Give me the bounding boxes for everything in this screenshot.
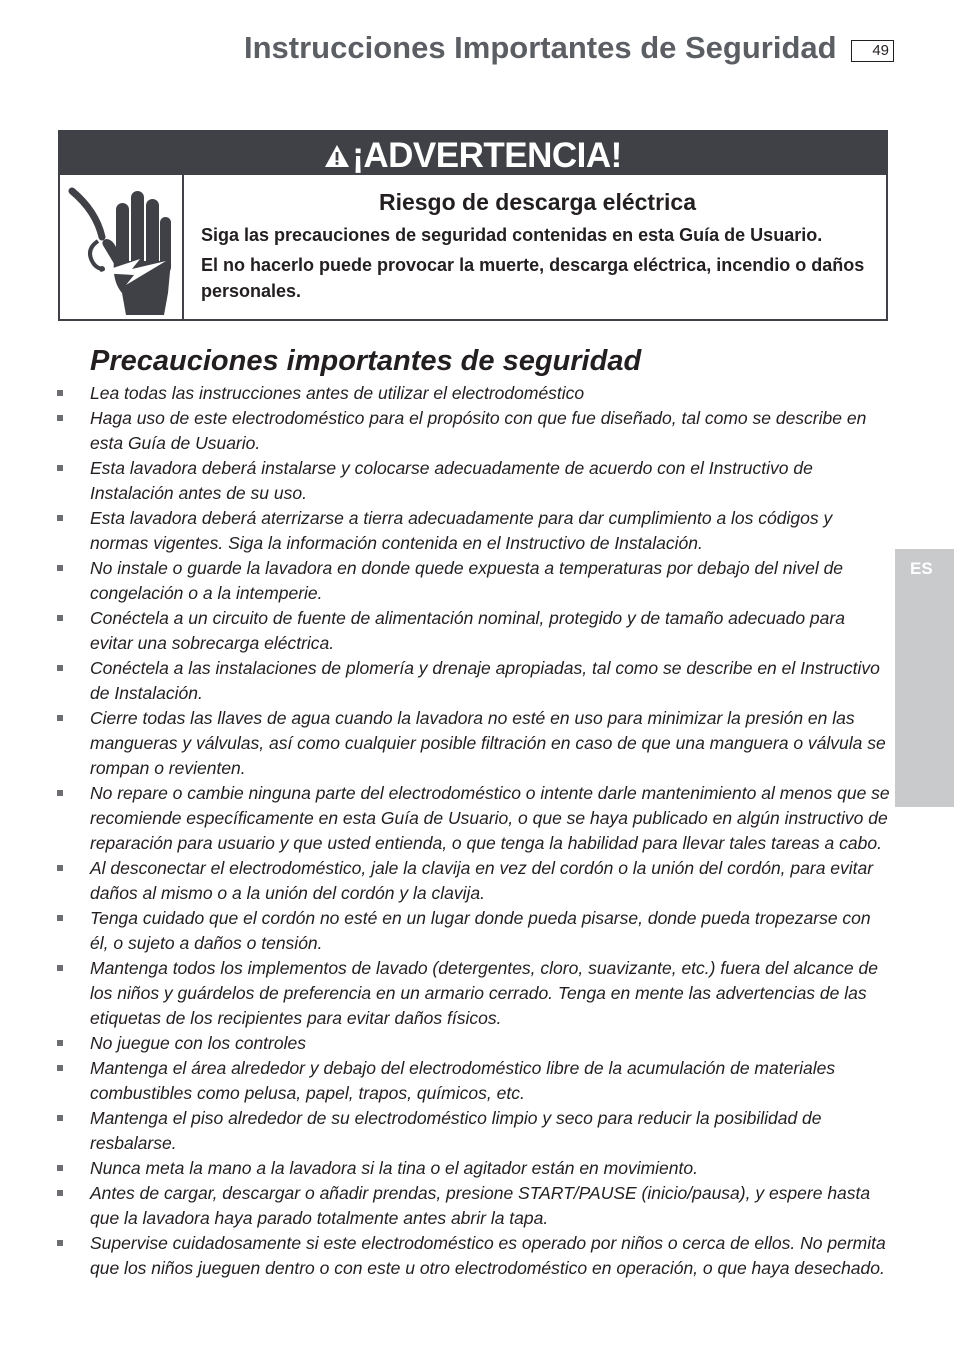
list-item (90, 606, 890, 656)
list-item (90, 1031, 890, 1056)
warning-icon-cell (60, 175, 184, 319)
list-item-text: Lea todas las instrucciones antes de utilizar el electrodoméstico (90, 383, 585, 403)
bullet-icon (57, 1040, 63, 1046)
bullet-icon (57, 1240, 63, 1246)
electric-shock-hand-icon (68, 181, 172, 317)
list-item (90, 1181, 890, 1231)
list-item (90, 381, 890, 406)
bullet-icon (57, 465, 63, 471)
bullet-icon (57, 965, 63, 971)
warning-header (60, 132, 886, 175)
bullet-icon (57, 665, 63, 671)
list-item (90, 1156, 890, 1181)
language-tab (895, 549, 954, 807)
warning-box (58, 130, 888, 321)
list-item (90, 906, 890, 956)
warning-heading: ¡ADVERTENCIA! (352, 135, 622, 175)
list-item-text: Mantenga el área alrededor y debajo del electrodoméstico libre de la acumulación de materiales combustibles como pelusa, papel, trapos, químicos, etc. (90, 1058, 836, 1103)
list-item (90, 856, 890, 906)
list-item (90, 1231, 890, 1281)
bullet-icon (57, 515, 63, 521)
bullet-icon (57, 390, 63, 396)
warning-line: Siga las precauciones de seguridad contenidas en esta Guía de Usuario. (201, 225, 823, 245)
section-title: Precauciones importantes de seguridad (90, 345, 642, 377)
bullet-icon (57, 1190, 63, 1196)
list-item (90, 406, 890, 456)
bullet-icon (57, 1115, 63, 1121)
list-item (90, 1056, 890, 1106)
page-number: 49 (851, 40, 894, 62)
warning-subheading: Riesgo de descarga eléctrica (378, 189, 697, 215)
list-item-text: No instale o guarde la lavadora en donde quede expuesta a temperaturas por debajo del nivel de congelación o a la intemperie. (90, 558, 844, 603)
list-item (90, 781, 890, 856)
page-title: Instrucciones Importantes de Seguridad (244, 30, 837, 65)
list-item-text: Al desconectar el electrodoméstico, jale la clavija en vez del cordón o la unión del cordón, para evitar daños al mismo o a la unión del cordón y la clavija. (90, 858, 874, 903)
list-item-text: Cierre todas las llaves de agua cuando la lavadora no esté en uso para minimizar la presión en las mangueras y válvulas, así como cualquier posible filtración en caso de que una manguera o válvula se rompan o revienten. (90, 708, 886, 778)
list-item (90, 556, 890, 606)
bullet-icon (57, 790, 63, 796)
precautions-list (90, 381, 890, 1281)
list-item-text: Supervise cuidadosamente si este electrodoméstico es operado por niños o cerca de ellos. No permita que los niños jueguen dentro o con este u otro electrodoméstico en operación, o que haya desechado. (90, 1233, 886, 1278)
warning-content (201, 175, 874, 304)
language-tab-label: ES (910, 559, 933, 578)
bullet-icon (57, 915, 63, 921)
list-item-text: Conéctela a las instalaciones de plomería y drenaje apropiadas, tal como se describe en el Instructivo de Instalación. (90, 658, 880, 703)
list-item-text: Antes de cargar, descargar o añadir prendas, presione START/PAUSE (inicio/pausa), y espere hasta que la lavadora haya parado totalmente antes abrir la tapa. (90, 1183, 871, 1228)
list-item-text: Mantenga el piso alrededor de su electrodoméstico limpio y seco para reducir la posibilidad de resbalarse. (90, 1108, 822, 1153)
list-item (90, 956, 890, 1031)
bullet-icon (57, 865, 63, 871)
list-item-text: Esta lavadora deberá instalarse y colocarse adecuadamente de acuerdo con el Instructivo de Instalación antes de su uso. (90, 458, 813, 503)
list-item (90, 506, 890, 556)
bullet-icon (57, 615, 63, 621)
list-item-text: Haga uso de este electrodoméstico para el propósito con que fue diseñado, tal como se describe en esta Guía de Usuario. (90, 408, 867, 453)
list-item-text: Nunca meta la mano a la lavadora si la tina o el agitador están en movimiento. (90, 1158, 698, 1178)
list-item-text: Esta lavadora deberá aterrizarse a tierra adecuadamente para dar cumplimiento a los códigos y normas vigentes. Siga la información contenida en el Instructivo de Instalación. (90, 508, 833, 553)
list-item (90, 656, 890, 706)
bullet-icon (57, 715, 63, 721)
bullet-icon (57, 415, 63, 421)
warning-line: El no hacerlo puede provocar la muerte, descarga eléctrica, incendio o daños personales. (201, 255, 865, 301)
list-item-text: Mantenga todos los implementos de lavado (detergentes, cloro, suavizante, etc.) fuera del alcance de los niños y guárdelos de preferencia en un armario cerrado. Tenga en mente las advertencias de las etiquetas de los recipientes para evitar daños físicos. (90, 958, 878, 1028)
list-item-text: No juegue con los controles (90, 1033, 306, 1053)
list-item-text: Tenga cuidado que el cordón no esté en un lugar donde pueda pisarse, donde pueda tropezarse con él, o sujeto a daños o tensión. (90, 908, 871, 953)
list-item (90, 1106, 890, 1156)
list-item (90, 706, 890, 781)
list-item-text: No repare o cambie ninguna parte del electrodoméstico o intente darle mantenimiento al menos que se recomiende específicamente en esta Guía de Usuario, o que se haya publicado en algún instructivo de reparación para usuario y que usted entienda, o que tenga la habilidad para llevar tales tareas a cabo. (90, 783, 890, 853)
bullet-icon (57, 565, 63, 571)
warning-triangle-icon (324, 144, 350, 168)
bullet-icon (57, 1165, 63, 1171)
list-item-text: Conéctela a un circuito de fuente de alimentación nominal, protegido y de tamaño adecuado para evitar una sobrecarga eléctrica. (90, 608, 845, 653)
list-item (90, 456, 890, 506)
bullet-icon (57, 1065, 63, 1071)
